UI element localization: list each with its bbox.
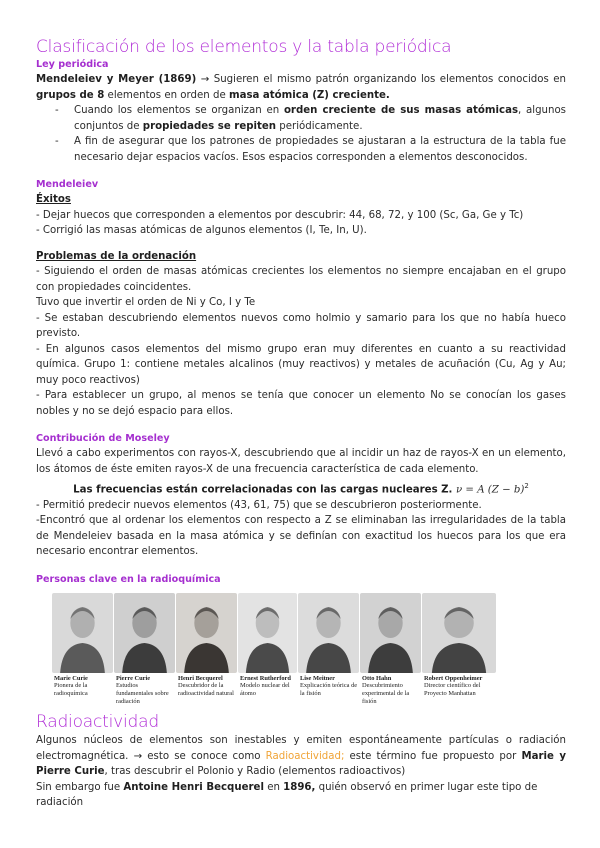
moseley-eq-text: Las frecuencias están correlacionadas con las cargas nucleares Z. (73, 484, 456, 496)
portrait-caption (114, 675, 175, 705)
person-description: Descubridor de la radioactividad natural (178, 682, 234, 698)
portrait-photo (360, 593, 421, 673)
ley-intro-text2: elementos en orden de (104, 89, 229, 101)
person-name: Otto Hahn (362, 674, 392, 682)
person-name: Pierre Curie (116, 674, 151, 682)
person-description: Explicación teórica de la fisión (300, 682, 358, 698)
text: quién observó en primer lugar este tipo de radiación (36, 781, 538, 809)
person-description: Director científico del Proyecto Manhattan (424, 682, 481, 698)
text: Algunos núcleos de elementos son inestables y emiten espontáneamente partículas o radiación electromagnética. → esto se conoce como (36, 735, 566, 762)
portrait-caption (298, 675, 359, 698)
portrait-card (422, 593, 496, 705)
text: orden creciente de sus masas atómicas (283, 105, 519, 116)
subheading-exitos: Éxitos (36, 194, 71, 205)
text: este término fue propuesto por (344, 750, 522, 762)
portrait-card (114, 593, 175, 705)
moseley-equation-line (36, 479, 566, 498)
moseley-text-2: - Permitió predecir nuevos elementos (43, 61, 75) que se descubrieron posteriormente. (36, 499, 482, 511)
text: , tras descubrir el Polonio y Radio (elementos radioactivos) (104, 766, 406, 778)
portrait-card (52, 593, 113, 705)
problema-1: - Siguiendo el orden de masas atómicas crecientes los elementos no siempre encajaban en el grupo con propiedades coincidentes. (36, 266, 566, 293)
problema-5: - Para establecer un grupo, al menos se tenía que conocer un elemento No se conocían los gases nobles y no se dejó espacio para ellos. (36, 390, 566, 417)
ley-intro-groups: grupos de 8 (36, 89, 105, 101)
portrait-photo (52, 593, 113, 673)
portrait-caption (422, 675, 496, 698)
portrait-photo (298, 593, 359, 673)
portrait-photo (114, 593, 175, 673)
portrait-photo (238, 593, 297, 673)
problema-4: - En algunos casos elementos del mismo grupo eran muy diferentes en cuanto a su reactividad química. Grupo 1: contiene metales alcalinos (muy reactivos) y metales de acuñación (Cu, Ag y Au; muy poco reactivos) (36, 343, 566, 386)
exito-2: - Corrigió las masas atómicas de algunos elementos (I, Te, In, U). (36, 225, 367, 236)
person-name: Lise Meitner (300, 674, 335, 682)
portrait-card (360, 593, 421, 705)
problema-2: Tuvo que invertir el orden de Ni y Co, I y Te (36, 297, 256, 308)
radio-text-1 (36, 733, 566, 780)
portraits-strip (52, 593, 534, 705)
section-heading-radioactividad: Radioactividad (36, 712, 159, 733)
ley-intro-text: → Sugieren el mismo patrón organizando los elementos conocidos en (196, 74, 566, 85)
person-name: Ernest Rutherford (240, 674, 291, 682)
subheading-problemas: Problemas de la ordenación (36, 250, 197, 262)
text: Sin embargo fue (36, 781, 124, 793)
portrait-photo (176, 593, 237, 673)
moseley-text-3: -Encontró que al ordenar los elementos con respecto a Z se eliminaban las irregularidades de la tabla de Mendeleiev basada en la masa atómica y se definían con exactitud los huecos para los que era necesario encontrar elementos. (36, 515, 566, 558)
text: Cuando los elementos se organizan en (74, 105, 284, 116)
text: Marie y Pierre Curie (36, 750, 566, 778)
portrait-card (238, 593, 297, 705)
section-heading-ley: Ley periódica (36, 59, 109, 70)
ley-intro (36, 72, 566, 103)
portrait-caption (238, 675, 297, 698)
exito-1: - Dejar huecos que corresponden a elementos por descubrir: 44, 68, 72, y 100 (Sc, Ga, Ge y Tc) (36, 209, 524, 221)
radio-text-2 (36, 780, 566, 811)
document-page (36, 36, 566, 811)
person-name: Robert Oppenheimer (424, 674, 483, 682)
ley-bullet-2: - A fin de asegurar que los patrones de propiedades se ajustaran a la estructura de la tabla fue necesario dejar espacios vacíos. Esos espacios corresponden a elementos desconocidos. (74, 134, 566, 165)
person-description: Modelo nuclear del átomo (240, 682, 290, 698)
portrait-caption (360, 675, 421, 705)
page-title: Clasificación de los elementos y la tabla periódica (36, 37, 452, 57)
section-heading-moseley: Contribución de Moseley (36, 433, 170, 444)
moseley-formula: ν = A (Z − b) (455, 484, 525, 496)
portrait-card (176, 593, 237, 705)
problema-3: - Se estaban descubriendo elementos nuevos como holmio y samario para los que no había hueco previsto. (36, 312, 566, 339)
portrait-card (298, 593, 359, 705)
portrait-photo (422, 593, 496, 673)
ley-intro-mass: masa atómica (Z) creciente. (228, 89, 390, 101)
text: Antoine Henri Becquerel (123, 781, 264, 793)
moseley-text-1: Llevó a cabo experimentos con rayos-X, descubriendo que al incidir un haz de rayos-X en un elemento, los átomos de éste emiten rayos-X de una frecuencia característica de cada elemento. (36, 448, 566, 475)
section-heading-mendeleiev: Mendeleiev (36, 179, 99, 190)
person-description: Pionera de la radioquímica (54, 682, 88, 698)
text: , algunos conjuntos de (74, 105, 566, 132)
portrait-caption (52, 675, 113, 698)
ley-bullets (36, 103, 566, 165)
section-heading-personas: Personas clave en la radioquímica (36, 573, 221, 585)
person-name: Marie Curie (54, 674, 88, 682)
person-name: Henri Becquerel (178, 674, 223, 682)
text: periódicamente. (276, 120, 363, 132)
person-description: Estudios fundamentales sobre radiación (116, 682, 169, 705)
radioactividad-highlight: Radioactividad; (265, 750, 345, 762)
text: 1896, (283, 781, 316, 793)
ley-bullet-1 (74, 103, 566, 134)
ley-intro-authors: Mendeleiev y Meyer (1869) (36, 74, 197, 85)
text: propiedades se repiten (142, 120, 277, 132)
portrait-caption (176, 675, 237, 698)
text: en (263, 781, 284, 793)
moseley-formula-exp: 2 (524, 482, 529, 490)
person-description: Descubrimiento experimental de la fisión (362, 682, 410, 705)
